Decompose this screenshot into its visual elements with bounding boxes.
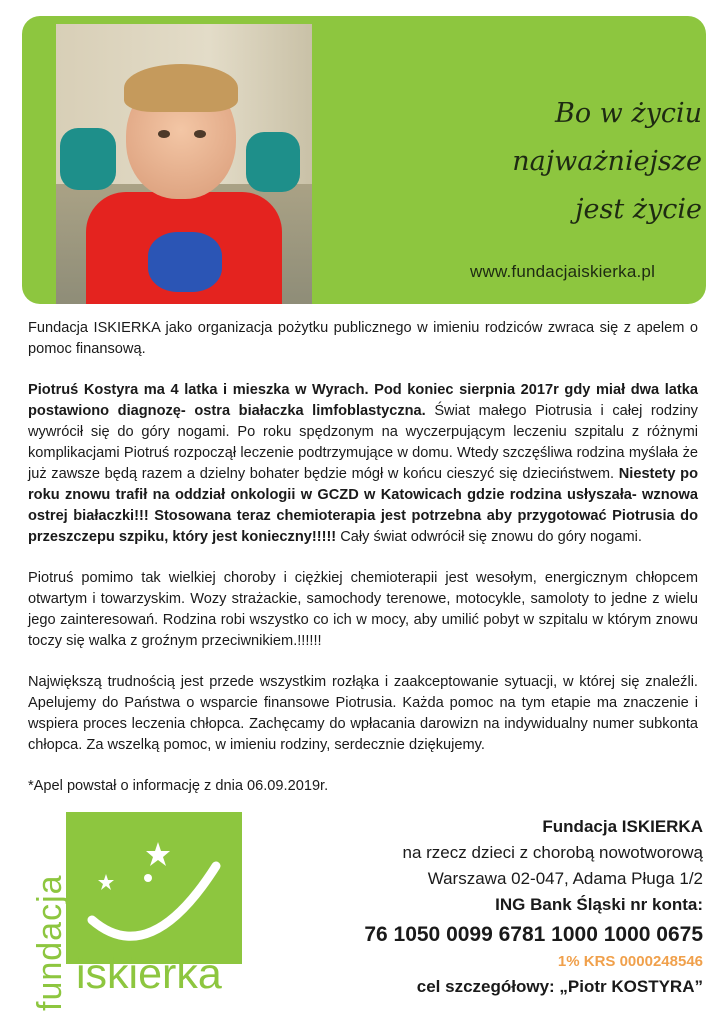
- date-note: *Apel powstał o informację z dnia 06.09.2019r.: [28, 778, 329, 794]
- website-url[interactable]: www.fundacjaiskierka.pl: [470, 262, 656, 281]
- krs-number: 1% KRS 0000248546: [557, 953, 703, 970]
- header-banner: [22, 16, 706, 304]
- logo-word-iskierka: iskierka: [76, 950, 222, 998]
- child-hair: [124, 64, 238, 112]
- org-name: Fundacja ISKIERKA: [542, 817, 703, 836]
- story-bold-1: Piotruś Kostyra ma 4 latka i mieszka w Wyrach. Pod koniec sierpnia 2017r gdy miał dwa latka postawiono diagnozę- ostra białaczka limfoblastyczna.: [28, 382, 698, 419]
- dumbbell-left: [60, 128, 116, 190]
- donation-purpose: cel szczegółowy: „Piotr KOSTYRA”: [416, 977, 703, 996]
- eye-right: [194, 130, 206, 138]
- fundacja-iskierka-logo: [20, 812, 242, 1020]
- org-address: Warszawa 02-047, Adama Pługa 1/2: [427, 869, 703, 888]
- story-text-1: Świat małego Piotrusia i całej rodziny wywrócił się do góry nogami. Po roku spędzonym na wyczerpującym leczeniu szpitalu z różnymi komplikacjami Piotruś rozpoczął leczenie podtrzymujące w domu. Wtedy szczęśliwa rodzina myślała że już zawsze będą razem a dzielny bohater będzie mógł w końcu cieszyć się dzieciństwem.: [28, 403, 698, 482]
- dumbbell-right: [246, 132, 300, 192]
- slogan-line-2: najważniejsze: [512, 146, 702, 177]
- eye-left: [158, 130, 170, 138]
- org-description: na rzecz dzieci z chorobą nowotworową: [402, 843, 703, 862]
- intro-paragraph: Fundacja ISKIERKA jako organizacja pożytku publicznego w imieniu rodziców zwraca się z apelem o pomoc finansową.: [28, 320, 698, 357]
- bank-name: ING Bank Śląski nr konta:: [495, 895, 703, 914]
- slogan-line-3: jest życie: [575, 194, 702, 225]
- story-bold-2: Niestety po roku znowu trafił na oddział onkologii w GCZD w Katowicach gdzie rodzina usłyszała- wznowa ostrej białaczki!!! Stosowana teraz chemioterapia jest potrzebna aby przygotować Piotrusia do przeszczepu szpiku, który jest konieczny!!!!!: [28, 466, 698, 545]
- slogan: [492, 90, 702, 234]
- shirt-monster-print: [148, 232, 222, 292]
- logo-word-fundacja: fundacja: [31, 874, 69, 1011]
- story-text-2: Cały świat odwrócił się znowu do góry nogami.: [336, 529, 642, 545]
- child-photo: [56, 24, 312, 304]
- request-paragraph: Największą trudnością jest przede wszystkim rozłąka i zaakceptowanie sytuacji, w której się znaleźli. Apelujemy do Państwa o wsparcie finansowe Piotrusia. Każda pomoc na tym etapie ma znaczenie i wspiera proces leczenia chłopca. Zachęcamy do wpłacania darowizn na indywidualny numer subkonta chłopca. Za wszelką pomoc, w imieniu rodziny, serdecznie dziękujemy.: [28, 674, 698, 753]
- story-paragraph: [28, 380, 698, 548]
- interests-paragraph: Piotruś pomimo tak wielkiej choroby i ciężkiej chemioterapii jest wesołym, energicznym chłopcem otwartym i towarzyskim. Wozy strażackie, samochody terenowe, motocykle, samoloty to jedne z wielu jego zainteresowań. Rodzina robi wszystko co ich w mocy, aby umilić pobyt w szpitalu w którym znowu toczy się walka z groźnym przeciwnikiem.!!!!!!: [28, 570, 698, 649]
- slogan-line-1: Bo w życiu: [555, 98, 702, 129]
- bank-account-number: 76 1050 0099 6781 1000 1000 0675: [364, 923, 703, 946]
- appeal-text: [28, 318, 698, 817]
- contact-block: [283, 814, 703, 1000]
